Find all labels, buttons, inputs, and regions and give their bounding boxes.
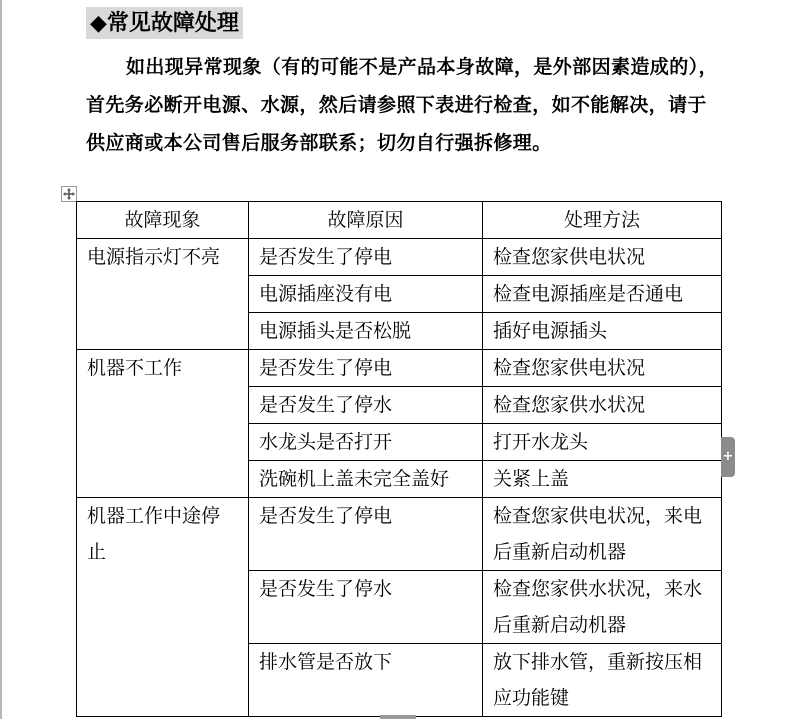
cause-cell: 是否发生了停电 [249,239,483,276]
solution-cell: 检查您家供电状况 [483,350,722,387]
intro-paragraph: 如出现异常现象（有的可能不是产品本身故障，是外部因素造成的），首先务必断开电源、水源，然后请参照下表进行检查，如不能解决，请于供应商或本公司售后服务部联系；切勿自行强拆修理。 [86,56,718,154]
table-row [77,239,722,276]
section-heading: ◆常见故障处理 [86,7,243,39]
cause-cell: 是否发生了停电 [249,498,483,571]
page-left-edge [0,0,2,719]
solution-cell: 关紧上盖 [483,461,722,498]
cause-cell: 排水管是否放下 [249,644,483,717]
solution-cell: 检查您家供电状况，来电后重新启动机器 [483,498,722,571]
cause-cell: 水龙头是否打开 [249,424,483,461]
troubleshooting-table [76,201,722,717]
symptom-cell: 机器工作中途停止 [77,498,249,717]
solution-cell: 检查您家供水状况，来水后重新启动机器 [483,571,722,644]
table-row [77,498,722,571]
solution-cell: 检查您家供水状况 [483,387,722,424]
cause-cell: 电源插头是否松脱 [249,313,483,350]
symptom-cell: 机器不工作 [77,350,249,498]
side-tab-plus-icon[interactable]: + [721,437,735,477]
solution-cell: 放下排水管，重新按压相应功能键 [483,644,722,717]
solution-cell: 插好电源插头 [483,313,722,350]
page-bottom-marker [380,715,416,719]
header-cause: 故障原因 [249,202,483,239]
table-move-handle-icon[interactable] [61,186,77,202]
header-solution: 处理方法 [483,202,722,239]
cause-cell: 洗碗机上盖未完全盖好 [249,461,483,498]
solution-cell: 检查电源插座是否通电 [483,276,722,313]
header-symptom: 故障现象 [77,202,249,239]
table-row [77,350,722,387]
table-header-row [77,202,722,239]
solution-cell: 打开水龙头 [483,424,722,461]
cause-cell: 电源插座没有电 [249,276,483,313]
cause-cell: 是否发生了停水 [249,387,483,424]
solution-cell: 检查您家供电状况 [483,239,722,276]
cause-cell: 是否发生了停水 [249,571,483,644]
cause-cell: 是否发生了停电 [249,350,483,387]
symptom-cell: 电源指示灯不亮 [77,239,249,350]
